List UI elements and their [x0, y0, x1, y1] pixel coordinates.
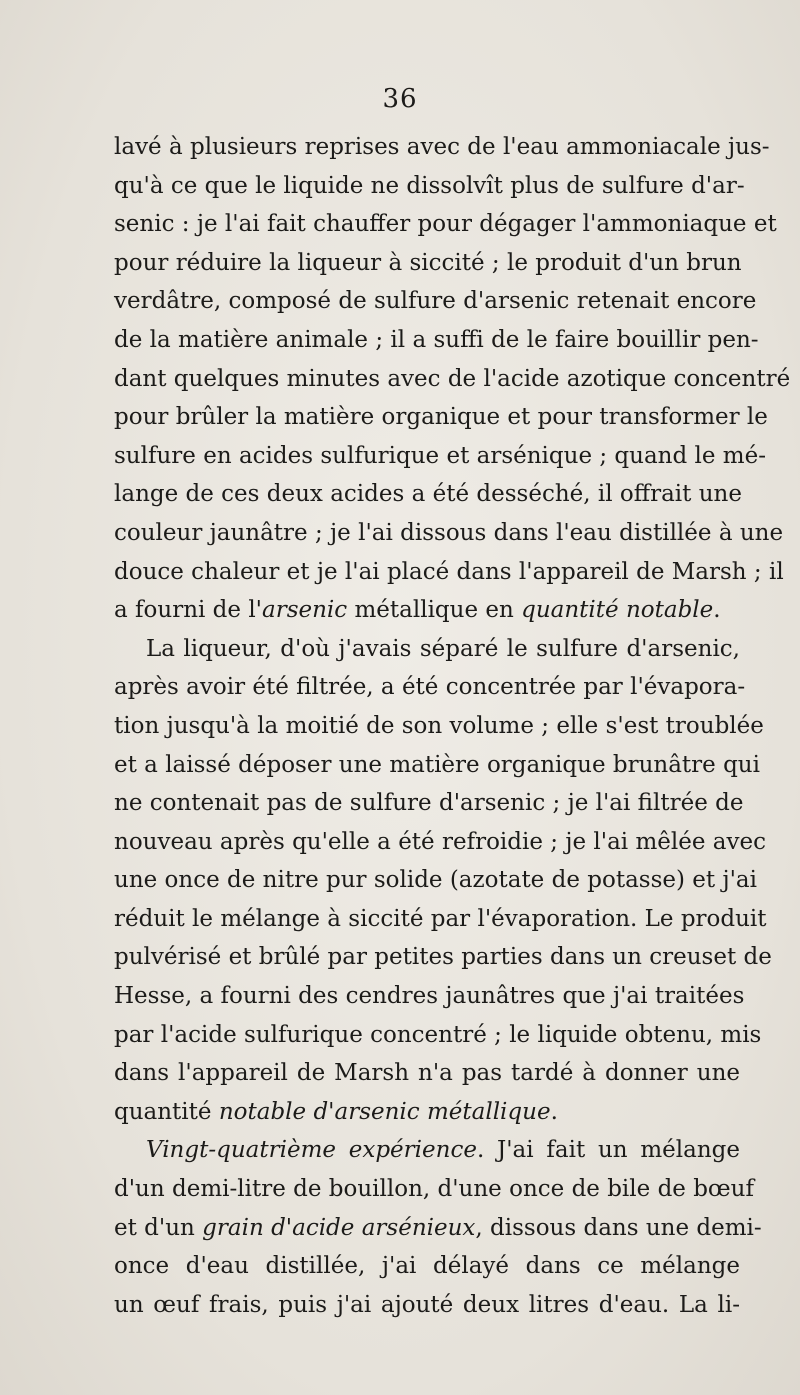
text-line: une once de nitre pur solide (azotate de potasse) et j'ai — [114, 867, 757, 894]
text-line: nouveau après qu'elle a été refroidie ; je l'ai mêlée avec — [114, 828, 766, 855]
text-line: pour réduire la liqueur à siccité ; le produit d'un brun — [114, 249, 742, 276]
text-line: lange de ces deux acides a été desséché, il offrait une — [114, 481, 742, 508]
text-run: quantité — [114, 1098, 219, 1125]
text-line: lavé à plusieurs reprises avec de l'eau ammoniacale jus- — [114, 134, 770, 160]
text-line: d'un demi-litre de bouillon, d'une once de bile de bœuf — [114, 1176, 755, 1203]
text-line: once d'eau distillée, j'ai délayé dans ce mélange — [114, 1253, 740, 1280]
text-run: . — [713, 597, 721, 624]
italic-run: notable d'arsenic métallique — [218, 1098, 551, 1125]
text-line: La liqueur, d'où j'avais séparé le sulfure d'arsenic, — [146, 635, 740, 662]
italic-run: quantité notable — [521, 597, 714, 624]
page-number: 36 — [382, 84, 418, 114]
text-run: . — [550, 1098, 558, 1125]
text-line: pulvérisé et brûlé par petites parties dans un creuset de — [114, 944, 772, 971]
text-line: un œuf frais, puis j'ai ajouté deux litres d'eau. La li- — [114, 1291, 740, 1318]
text-line: tion jusqu'à la moitié de son volume ; elle s'est troublée — [114, 712, 764, 739]
text-line: Hesse, a fourni des cendres jaunâtres que j'ai traitées — [114, 983, 745, 1010]
text-line: réduit le mélange à siccité par l'évaporation. Le produit — [114, 905, 767, 932]
text-run: a fourni de l' — [114, 597, 262, 624]
text-line: par l'acide sulfurique concentré ; le liquide obtenu, mis — [114, 1021, 762, 1048]
text-line — [114, 1093, 740, 1132]
text-line: couleur jaunâtre ; je l'ai dissous dans l'eau distillée à une — [114, 519, 784, 546]
italic-run: Vingt-quatrième expérience — [146, 1137, 477, 1164]
text-line — [114, 591, 740, 630]
italic-run: grain d'acide arsénieux — [202, 1214, 476, 1241]
text-line: verdâtre, composé de sulfure d'arsenic retenait encore — [114, 288, 757, 315]
text-line: et a laissé déposer une matière organique brunâtre qui — [114, 751, 760, 778]
text-line: dans l'appareil de Marsh n'a pas tardé à donner une — [114, 1060, 740, 1087]
text-line: de la matière animale ; il a suffi de le faire bouillir pen- — [114, 326, 759, 353]
text-line: senic : je l'ai fait chauffer pour dégager l'ammoniaque et — [114, 211, 777, 238]
text-run: et d'un — [114, 1214, 203, 1241]
text-line: douce chaleur et je l'ai placé dans l'appareil de Marsh ; il — [114, 558, 784, 585]
text-run: . J'ai fait un mélange — [476, 1137, 740, 1164]
text-line — [114, 1131, 740, 1170]
text-line: qu'à ce que le liquide ne dissolvît plus de sulfure d'ar- — [114, 172, 745, 199]
text-line: après avoir été filtrée, a été concentrée par l'évapora- — [114, 674, 746, 701]
text-line: sulfure en acides sulfurique et arsénique ; quand le mé- — [114, 442, 766, 469]
text-line: pour brûler la matière organique et pour transformer le — [114, 404, 768, 431]
text-line: dant quelques minutes avec de l'acide azotique concentré — [114, 365, 791, 392]
text-line: ne contenait pas de sulfure d'arsenic ; je l'ai filtrée de — [114, 790, 744, 817]
text-run: , dissous dans une demi- — [475, 1214, 762, 1241]
text-line — [114, 1209, 762, 1248]
body-text — [114, 128, 791, 1324]
italic-run: arsenic — [262, 597, 348, 624]
text-run: métallique en — [347, 597, 522, 624]
